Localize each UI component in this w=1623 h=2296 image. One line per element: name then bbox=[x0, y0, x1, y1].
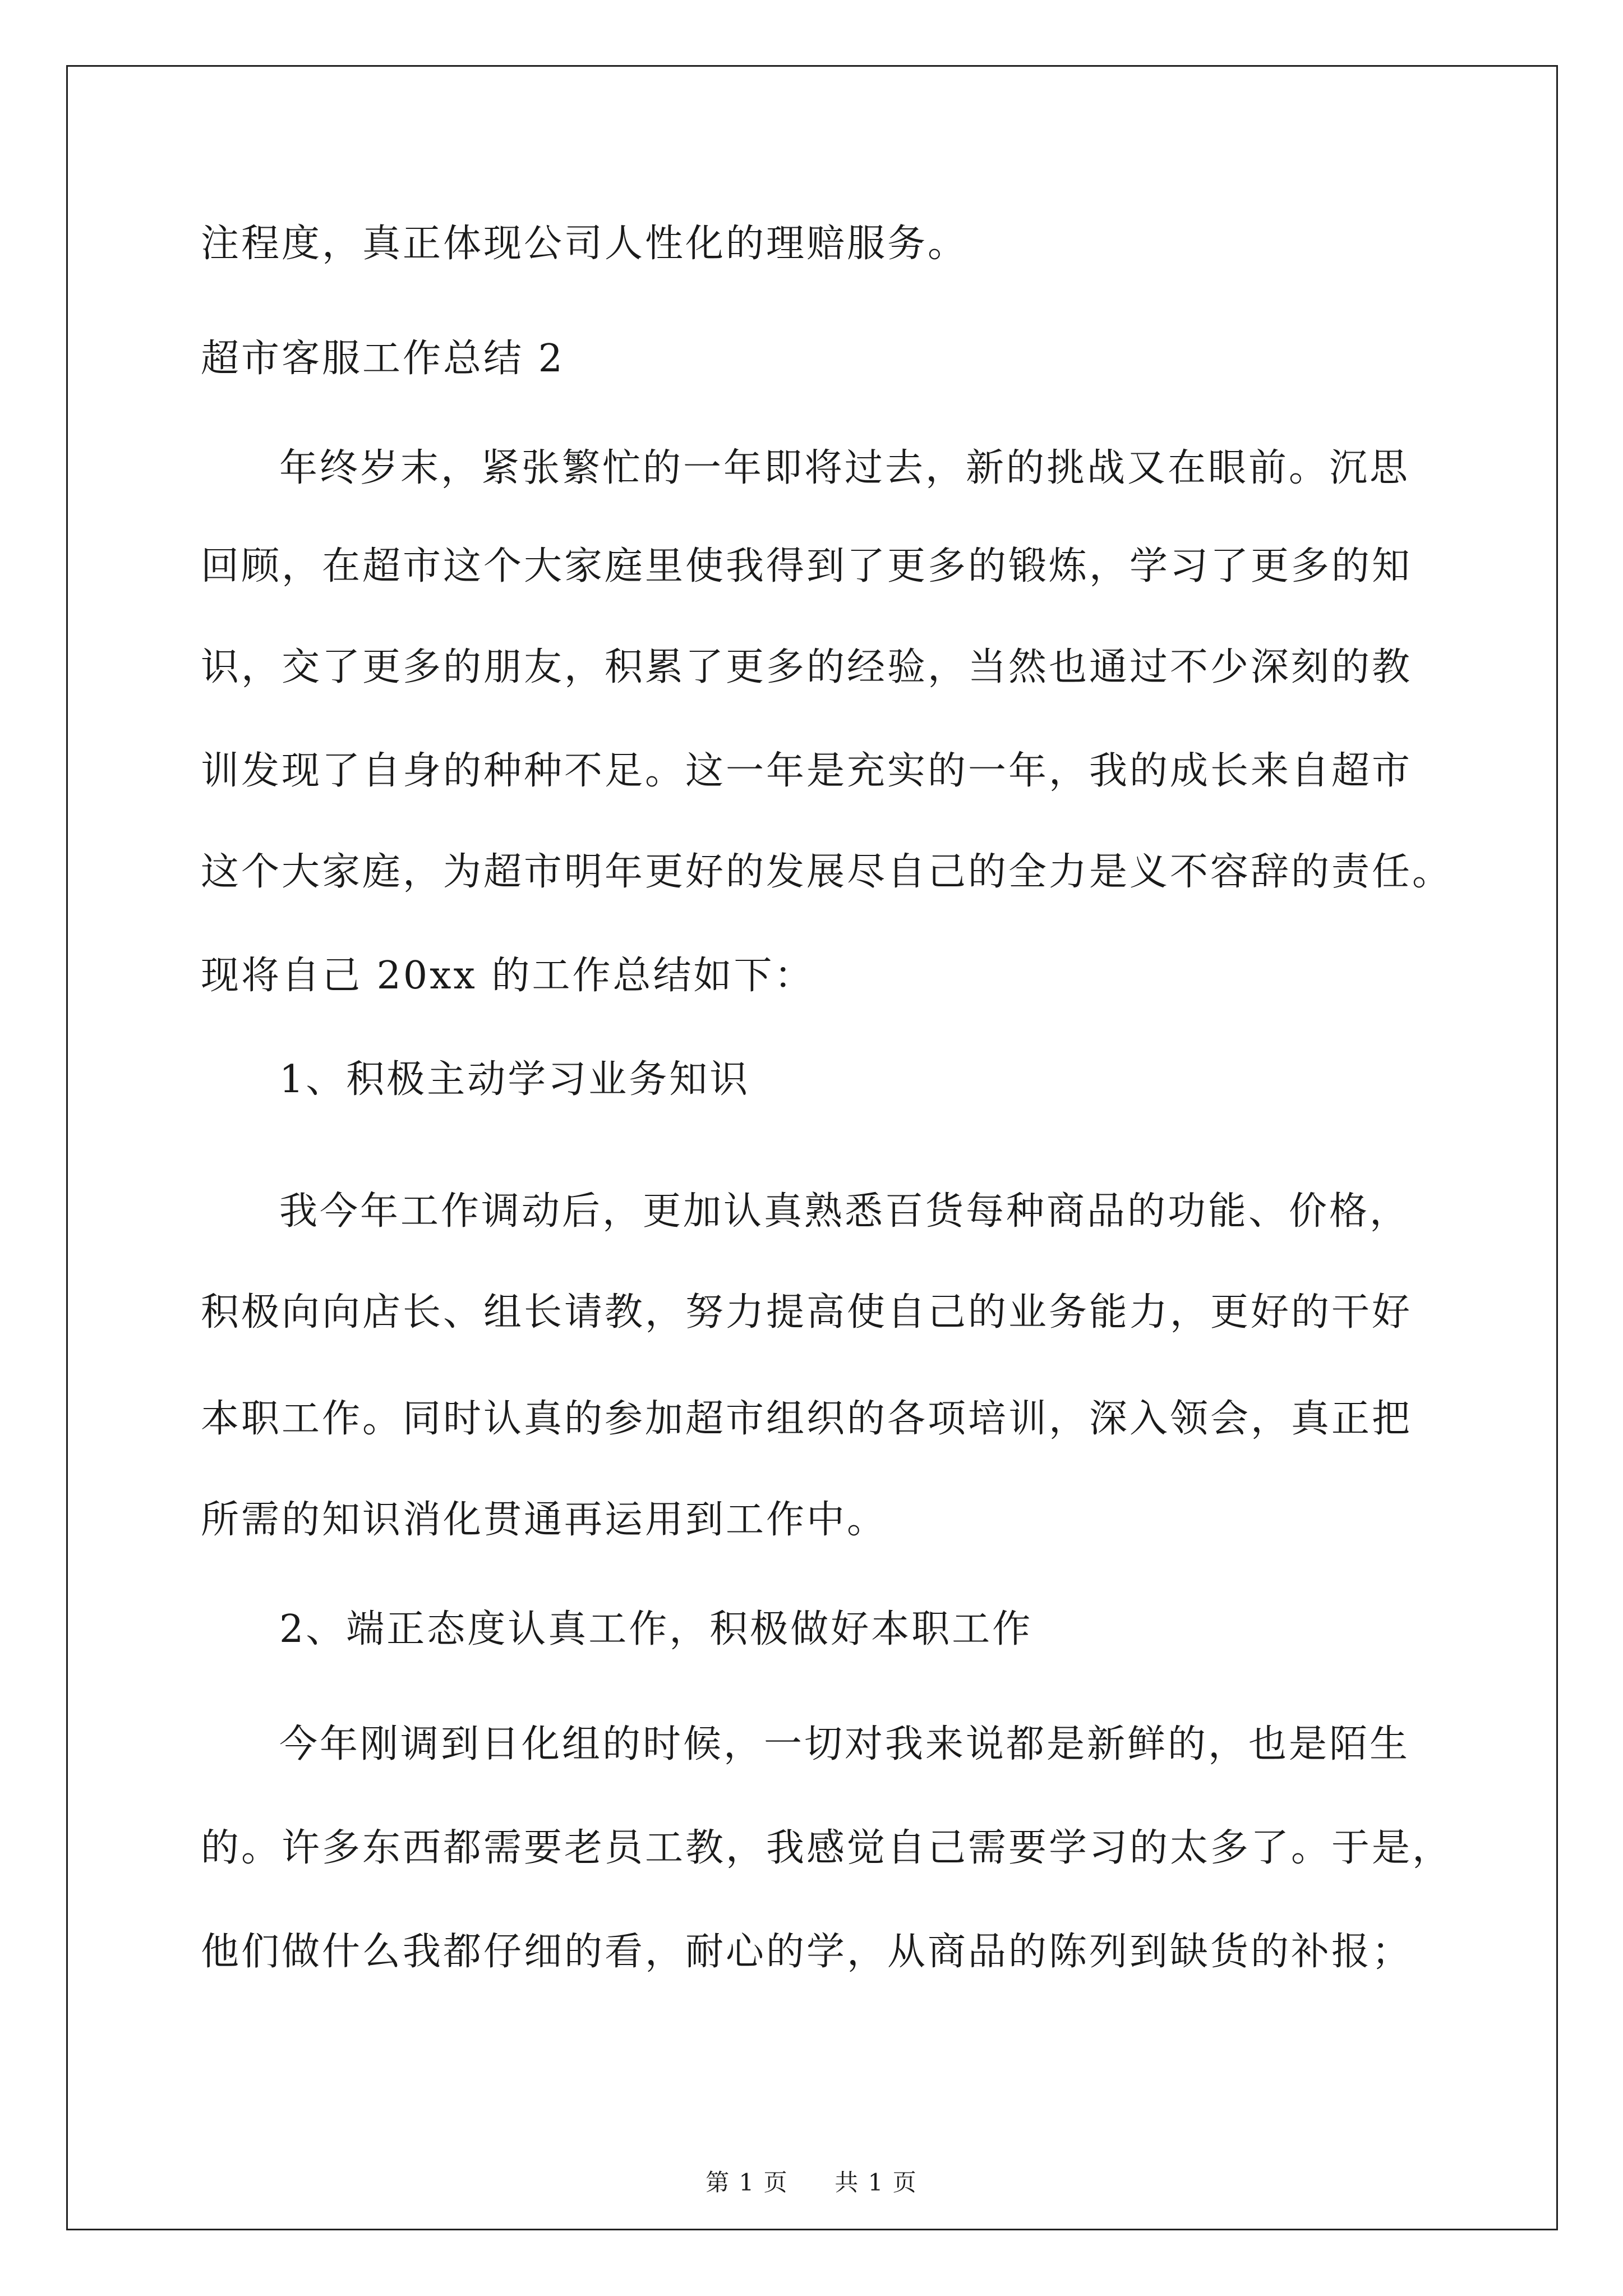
paragraph-line: 我今年工作调动后，更加认真熟悉百货每种商品的功能、价格， bbox=[279, 1189, 1410, 1234]
page-footer bbox=[0, 2169, 1623, 2197]
paragraph-line: 这个大家庭，为超市明年更好的发展尽自己的全力是义不容辞的责任。 bbox=[201, 850, 1453, 894]
paragraph-line: 积极向向店长、组长请教，努力提高使自己的业务能力，更好的干好 bbox=[201, 1290, 1413, 1335]
paragraph-line: 本职工作。同时认真的参加超市组织的各项培训，深入领会，真正把 bbox=[201, 1397, 1413, 1441]
paragraph-line: 所需的知识消化贯通再运用到工作中。 bbox=[201, 1498, 888, 1542]
paragraph-line: 的。许多东西都需要老员工教，我感觉自己需要学习的太多了。于是， bbox=[201, 1826, 1453, 1870]
paragraph-line: 训发现了自身的种种不足。这一年是充实的一年，我的成长来自超市 bbox=[201, 749, 1413, 793]
paragraph-line: 回顾，在超市这个大家庭里使我得到了更多的锻炼，学习了更多的知 bbox=[201, 544, 1413, 588]
subheading: 1、积极主动学习业务知识 bbox=[279, 1057, 750, 1102]
paragraph-line: 今年刚调到日化组的时候，一切对我来说都是新鲜的，也是陌生 bbox=[279, 1722, 1410, 1766]
page-total: 共 1 页 bbox=[834, 2169, 917, 2196]
paragraph-line: 他们做什么我都仔细的看，耐心的学，从商品的陈列到缺货的补报； bbox=[201, 1930, 1413, 1974]
paragraph-line: 年终岁末，紧张繁忙的一年即将过去，新的挑战又在眼前。沉思 bbox=[279, 446, 1410, 490]
paragraph-line: 现将自己 20xx 的工作总结如下： bbox=[201, 954, 815, 998]
subheading: 2、端正态度认真工作，积极做好本职工作 bbox=[279, 1607, 1033, 1651]
paragraph-line: 识，交了更多的朋友，积累了更多的经验，当然也通过不少深刻的教 bbox=[201, 645, 1413, 689]
paragraph-line: 注程度，真正体现公司人性化的理赔服务。 bbox=[201, 222, 969, 266]
page-border bbox=[66, 65, 1558, 2230]
section-heading: 超市客服工作总结 2 bbox=[201, 337, 565, 381]
page-number: 第 1 页 bbox=[706, 2169, 789, 2196]
